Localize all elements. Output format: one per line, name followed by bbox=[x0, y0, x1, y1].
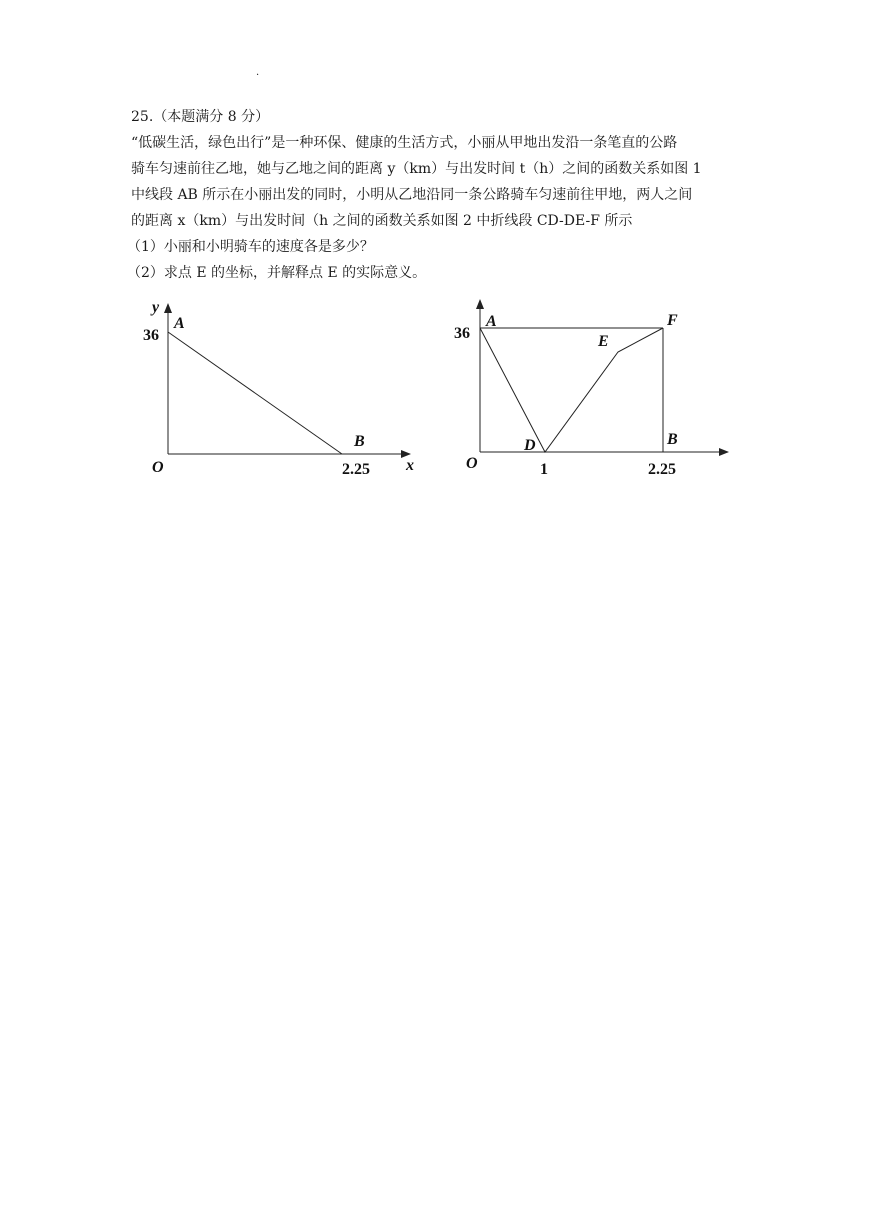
figure-1-x-value-label: 2.25 bbox=[342, 461, 370, 478]
figure-2-point-b-label: B bbox=[667, 431, 678, 448]
figure-2-x-value-2-label: 2.25 bbox=[648, 461, 676, 478]
figure-1 bbox=[130, 290, 430, 490]
figure-2-polyline-cd-de-ef bbox=[480, 328, 663, 452]
figure-1-y-axis-label: y bbox=[152, 299, 160, 316]
problem-header: 25.（本题满分 8 分） bbox=[131, 109, 270, 125]
figure-2-point-a-label: A bbox=[486, 313, 497, 330]
problem-line-3: 中线段 AB 所示在小丽出发的同时，小明从乙地沿同一条公路骑车匀速前往甲地，两人之间 bbox=[131, 187, 693, 203]
figure-2-point-f-label: F bbox=[667, 312, 678, 329]
stray-dot: . bbox=[256, 67, 260, 78]
problem-25 bbox=[127, 104, 751, 286]
problem-line-1: “低碳生活，绿色出行”是一种环保、健康的生活方式，小丽从甲地出发沿一条笔直的公路 bbox=[131, 135, 678, 151]
figure-1-x-axis-label: x bbox=[406, 457, 414, 474]
figure-1-y-value-label: 36 bbox=[143, 327, 159, 344]
figure-2 bbox=[450, 290, 740, 490]
figure-1-segment-ab bbox=[168, 332, 342, 454]
figure-2-x-value-1-label: 1 bbox=[540, 461, 548, 478]
question-2: （2）求点 E 的坐标，并解释点 E 的实际意义。 bbox=[127, 265, 427, 281]
figure-1-point-b-label: B bbox=[354, 433, 365, 450]
problem-line-4: 的距离 x（km）与出发时间（h 之间的函数关系如图 2 中折线段 CD-DE-F 所示 bbox=[131, 213, 633, 229]
question-1: （1）小丽和小明骑车的速度各是多少？ bbox=[127, 239, 374, 255]
figure-2-y-value-label: 36 bbox=[454, 325, 470, 342]
figure-1-point-a-label: A bbox=[174, 315, 185, 332]
figure-2-point-d-label: D bbox=[524, 437, 536, 454]
problem-line-2: 骑车匀速前往乙地，她与乙地之间的距离 y（km）与出发时间 t（h）之间的函数关系如图 1 bbox=[131, 161, 702, 177]
figure-2-point-e-label: E bbox=[598, 333, 609, 350]
figure-2-origin-label: O bbox=[466, 455, 478, 472]
figure-1-origin-label: O bbox=[152, 459, 164, 476]
